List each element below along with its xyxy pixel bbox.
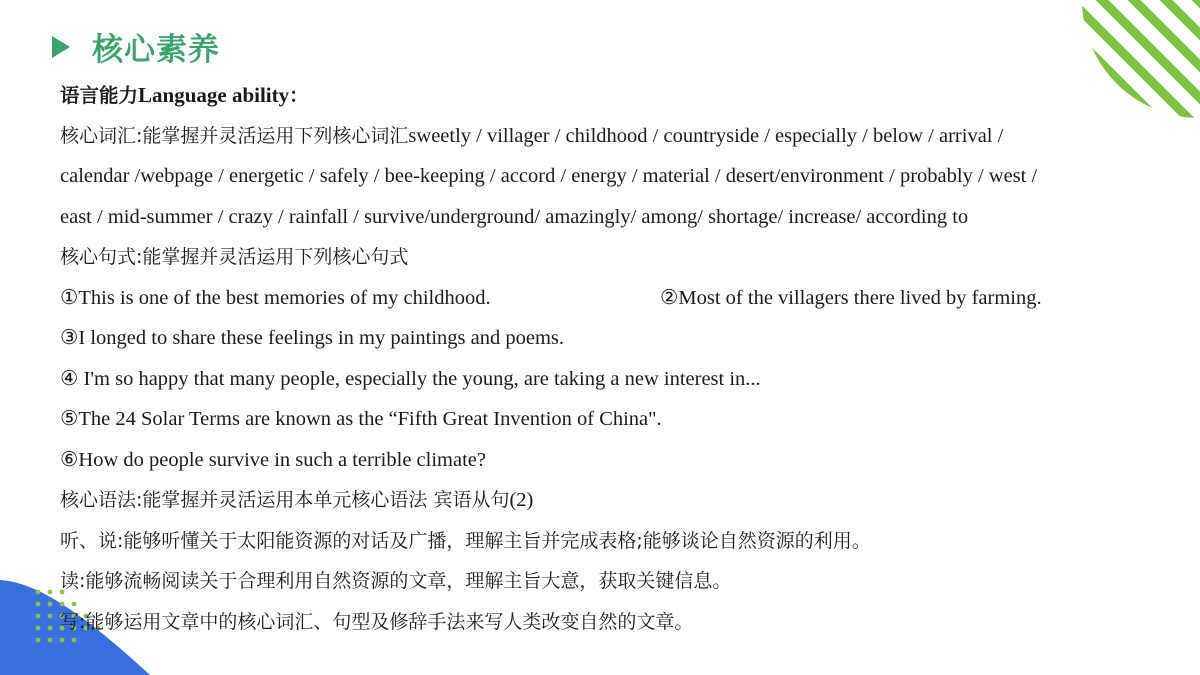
slide-header bbox=[50, 24, 220, 69]
listening-speaking-line: 听、说:能够听懂关于太阳能资源的对话及广播，理解主旨并完成表格;能够谈论自然资源的利用。 bbox=[60, 529, 871, 552]
vocab-line-2: calendar /webpage / energetic / safely / bee-keeping / accord / energy / material / desert/environment / probably / west / bbox=[60, 165, 1038, 187]
reading-line: 读:能够流畅阅读关于合理利用自然资源的文章，理解主旨大意，获取关键信息。 bbox=[60, 570, 732, 592]
vocab-line-3: east / mid-summer / crazy / rainfall / survive/underground/ amazingly/ among/ shortage/ increase/ according to bbox=[60, 205, 969, 228]
vocab-label: 核心词汇:能掌握并灵活运用下列核心词汇 bbox=[60, 124, 409, 147]
sentence-5: ⑤The 24 Solar Terms are known as the “Fifth Great Invention of China". bbox=[60, 408, 662, 430]
sentence-3: ③I longed to share these feelings in my paintings and poems. bbox=[60, 327, 565, 349]
language-ability-heading: 语言能力Language ability： bbox=[60, 83, 309, 107]
sentence-row-1-2 bbox=[60, 279, 1170, 320]
sentence-2: ②Most of the villagers there lived by farming. bbox=[660, 286, 1042, 309]
sentences-label: 核心句式:能掌握并灵活运用下列核心句式 bbox=[60, 246, 409, 268]
grammar-line: 核心语法:能掌握并灵活运用本单元核心语法 宾语从句(2) bbox=[60, 489, 534, 511]
sentence-6: ⑥How do people survive in such a terrible climate? bbox=[60, 448, 486, 471]
sentence-4: ④ I'm so happy that many people, especially the young, are taking a new interest in... bbox=[60, 367, 761, 390]
sentence-1: ①This is one of the best memories of my childhood. bbox=[60, 286, 491, 309]
slide-content bbox=[60, 76, 1170, 643]
vocab-words: sweetly / villager / childhood / countryside / especially / below / arrival / bbox=[408, 124, 1004, 147]
slide-title: 核心素养 bbox=[92, 32, 220, 68]
triangle-arrow-icon bbox=[50, 34, 72, 60]
writing-line: 写:能够运用文章中的核心词汇、句型及修辞手法来写人类改变自然的文章。 bbox=[60, 610, 694, 633]
vocab-line-1 bbox=[60, 117, 1170, 158]
